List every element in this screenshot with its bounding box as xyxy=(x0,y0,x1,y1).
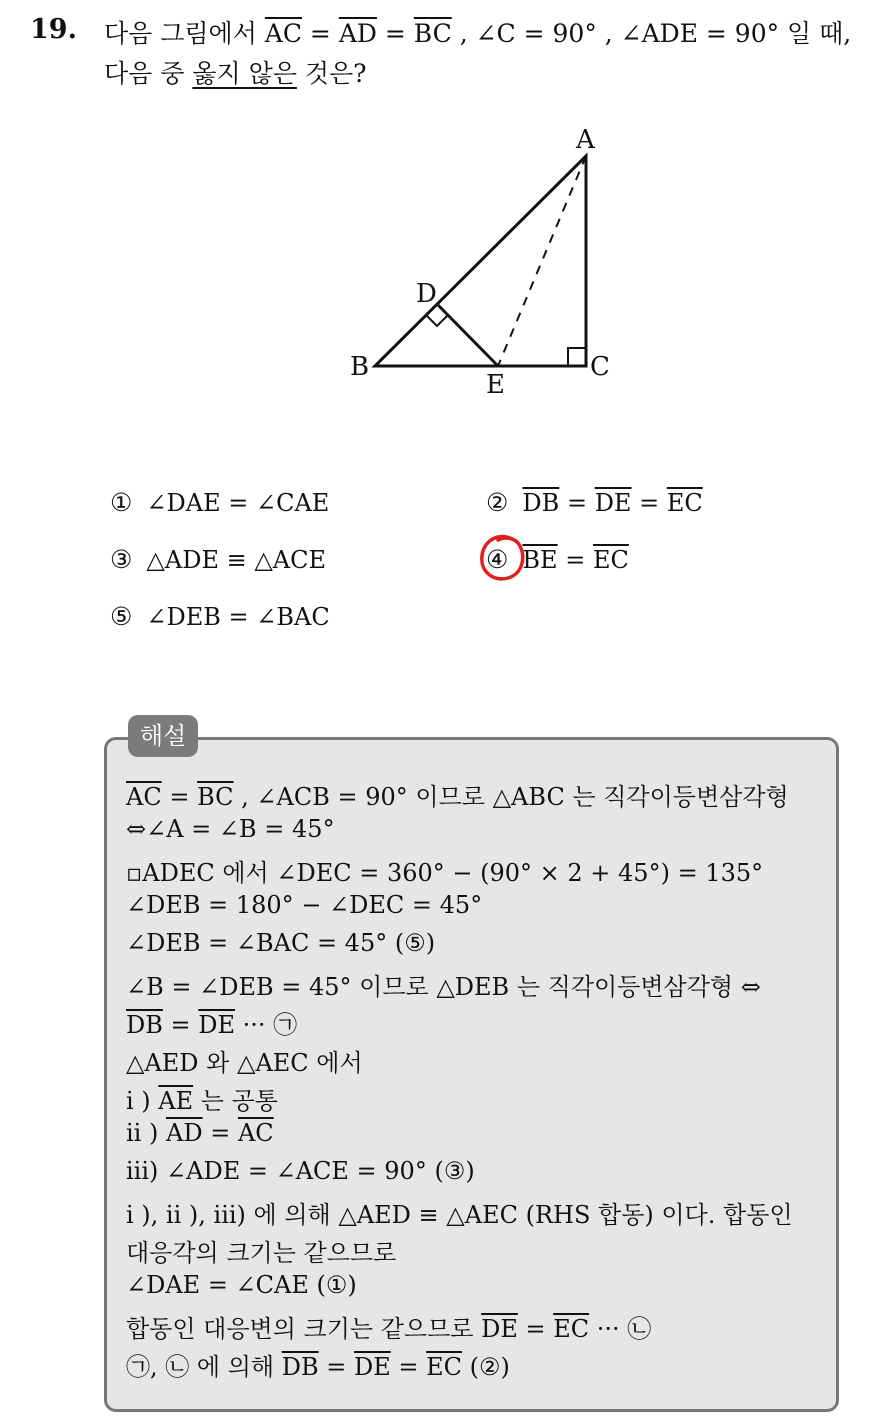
question-line-2-pre: 다음 중 xyxy=(104,59,193,88)
choice-number: ③ xyxy=(110,545,133,574)
math-text: 대응각의 크기는 같으므로 xyxy=(126,1239,397,1267)
segment-name: $\overline{BE}$ xyxy=(522,546,558,574)
math-text: , ∠ACB = 90° 이므로 △ABC 는 직각이등변삼각형 xyxy=(233,783,789,811)
math-text: ··· ㉡ xyxy=(589,1315,652,1343)
question-line-2-post: 것은? xyxy=(296,59,367,88)
choice-number: ④ xyxy=(486,545,509,574)
choice-number: ② xyxy=(486,488,509,517)
question-line-1 xyxy=(104,14,851,50)
segment-ae xyxy=(498,156,586,366)
answer-circle-mark xyxy=(478,532,528,584)
segment-name: $\overline{AD}$ xyxy=(338,19,377,48)
solution-line xyxy=(126,1309,651,1344)
question-text: = xyxy=(376,19,414,48)
math-text: ㉠, ㉡ 에 의해 xyxy=(126,1353,282,1381)
solution-line xyxy=(126,1271,357,1299)
math-text: ∠DEB = ∠BAC xyxy=(146,603,330,631)
triangle-figure xyxy=(330,110,650,410)
math-text: = xyxy=(559,489,595,517)
math-text: ∠DEB = ∠BAC = 45° (⑤) xyxy=(126,929,436,957)
solution-line xyxy=(126,1005,297,1040)
solution-line xyxy=(126,1081,278,1116)
segment-name: $\overline{AD}$ xyxy=(165,1119,203,1147)
segment-name: $\overline{DB}$ xyxy=(126,1011,163,1039)
segment-name: $\overline{DE}$ xyxy=(594,489,632,517)
question-underlined-text: 옳지 않은 xyxy=(192,59,297,88)
question-text: , ∠C = 90° , ∠ADE = 90° 일 때, xyxy=(451,19,852,48)
question-number: 19. xyxy=(30,14,77,45)
solution-tag: 해설 xyxy=(128,715,198,757)
label-d: D xyxy=(416,279,437,309)
label-c: C xyxy=(590,352,610,382)
segment-name: $\overline{DE}$ xyxy=(481,1315,518,1343)
triangle-outline xyxy=(375,156,586,366)
question-text: = xyxy=(301,19,339,48)
segment-name: $\overline{AC}$ xyxy=(264,19,302,48)
solution-line xyxy=(126,891,482,919)
right-angle-d xyxy=(426,315,448,326)
solution-line xyxy=(126,1347,510,1382)
solution-line xyxy=(126,929,435,957)
choice-number: ① xyxy=(110,488,133,517)
solution-line xyxy=(126,1195,793,1230)
math-text: i ) xyxy=(126,1087,159,1115)
math-text: (②) xyxy=(462,1353,510,1381)
label-e: E xyxy=(486,370,505,400)
segment-name: $\overline{AC}$ xyxy=(237,1119,274,1147)
label-b: B xyxy=(350,352,370,382)
math-text: = xyxy=(631,489,667,517)
question-line-2 xyxy=(104,54,367,90)
math-text: △ADE ≡ △ACE xyxy=(146,546,327,574)
math-text: ∠B = ∠DEB = 45° 이므로 △DEB 는 직각이등변삼각형 ⇔ xyxy=(126,973,761,1001)
segment-name: $\overline{DE}$ xyxy=(198,1011,236,1039)
math-text: = xyxy=(202,1119,238,1147)
segment-name: $\overline{DB}$ xyxy=(522,489,560,517)
segment-name: $\overline{AE}$ xyxy=(158,1087,194,1115)
math-text: ∠DAE = ∠CAE xyxy=(146,489,330,517)
math-text: iii) ∠ADE = ∠ACE = 90° (③) xyxy=(126,1157,475,1185)
segment-name: $\overline{AC}$ xyxy=(126,783,162,811)
choice-number: ⑤ xyxy=(110,602,133,631)
question-text: 다음 그림에서 xyxy=(104,19,265,48)
math-text: = xyxy=(318,1353,354,1381)
solution-line xyxy=(126,1233,396,1268)
solution-line xyxy=(126,1119,274,1147)
math-text: i ), ii ), iii) 에 의해 △AED ≡ △AEC (RHS 합동) 이다. 합동인 xyxy=(126,1201,793,1229)
math-text: △AED 와 △AEC 에서 xyxy=(126,1049,363,1077)
math-text: = xyxy=(390,1353,427,1381)
choice-5[interactable] xyxy=(110,602,330,631)
math-text: = xyxy=(161,783,198,811)
label-a: A xyxy=(576,125,595,155)
solution-line xyxy=(126,1043,363,1078)
math-text: ▫ADEC 에서 ∠DEC = 360° − (90° × 2 + 45°) = 135° xyxy=(126,859,764,887)
solution-line xyxy=(126,967,761,1002)
segment-name: $\overline{EC}$ xyxy=(666,489,703,517)
choice-2[interactable] xyxy=(486,488,703,517)
math-text: = xyxy=(162,1011,199,1039)
math-text: ··· ㉠ xyxy=(235,1011,298,1039)
math-text: ∠DEB = 180° − ∠DEC = 45° xyxy=(126,891,483,919)
choice-3[interactable] xyxy=(110,545,326,574)
choice-1[interactable] xyxy=(110,488,329,517)
solution-line xyxy=(126,777,789,812)
solution-line xyxy=(126,815,335,843)
solution-line xyxy=(126,1157,475,1185)
segment-name: $\overline{EC}$ xyxy=(553,1315,590,1343)
right-angle-c xyxy=(568,348,586,366)
math-text: ii ) xyxy=(126,1119,166,1147)
math-text: ∠DAE = ∠CAE (①) xyxy=(126,1271,357,1299)
segment-name: $\overline{EC}$ xyxy=(592,546,629,574)
segment-de xyxy=(437,304,498,366)
math-text: 는 공통 xyxy=(193,1087,278,1115)
solution-line xyxy=(126,853,763,888)
segment-name: $\overline{BC}$ xyxy=(197,783,234,811)
segment-name: $\overline{DB}$ xyxy=(281,1353,319,1381)
math-text: ⇔∠A = ∠B = 45° xyxy=(126,815,335,843)
segment-name: $\overline{BC}$ xyxy=(413,19,452,48)
math-text: 합동인 대응변의 크기는 같으므로 xyxy=(126,1315,482,1343)
segment-name: $\overline{EC}$ xyxy=(426,1353,462,1381)
math-text: = xyxy=(557,546,593,574)
segment-name: $\overline{DE}$ xyxy=(353,1353,391,1381)
math-text: = xyxy=(517,1315,554,1343)
